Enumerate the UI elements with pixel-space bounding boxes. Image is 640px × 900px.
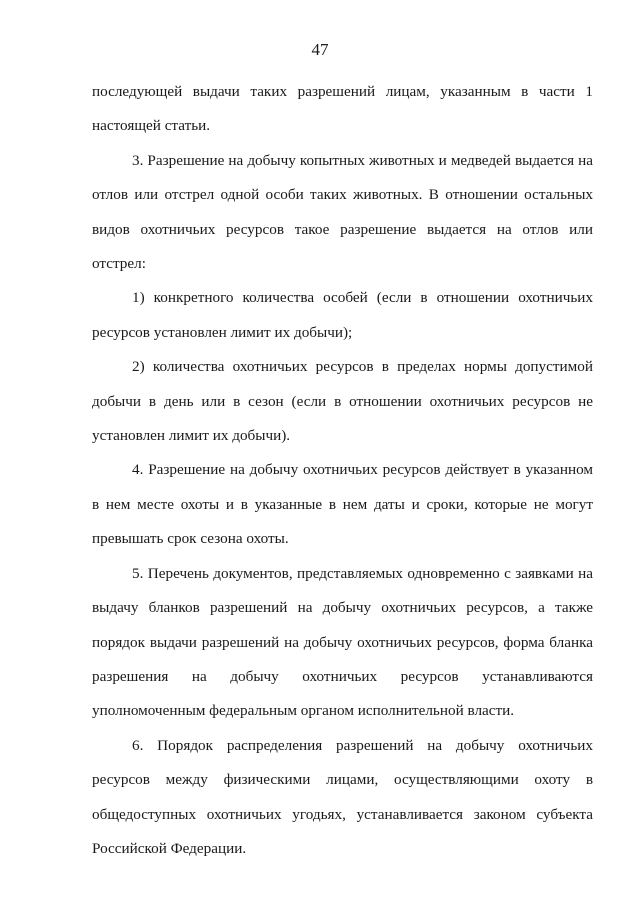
paragraph-item-5: 5. Перечень документов, представляемых одновременно с заявками на выдачу бланков разрешений на добычу охотничьих ресурсов, а также порядок выдачи разрешений на добычу охотничьих ресурсов, форма бланка разрешения на добычу охотничьих ресурсов устанавливаются уполномоченным федеральным органом исполнительной власти. [92, 564, 593, 720]
paragraph-item-4: 4. Разрешение на добычу охотничьих ресурсов действует в указанном в нем месте охоты и в указанные в нем даты и сроки, которые не могут превышать срок сезона охоты. [92, 461, 593, 548]
page-number: 47 [311, 40, 329, 59]
paragraph-subitem-1: 1) конкретного количества особей (если в отношении охотничьих ресурсов установлен лимит их добычи); [92, 289, 593, 341]
paragraph-continuation: последующей выдачи таких разрешений лицам, указанным в части 1 настоящей статьи. [92, 83, 593, 135]
paragraph-item-3: 3. Разрешение на добычу копытных животных и медведей выдается на отлов или отстрел одной особи таких животных. В отношении остальных видов охотничьих ресурсов такое разрешение выдается на отлов или отстрел: [92, 151, 593, 273]
paragraph-subitem-2: 2) количества охотничьих ресурсов в пределах нормы допустимой добычи в день или в сезон (если в отношении охотничьих ресурсов не установлен лимит их добычи). [92, 358, 593, 445]
document-body [92, 75, 593, 866]
paragraph-item-6: 6. Порядок распределения разрешений на добычу охотничьих ресурсов между физическими лицами, осуществляющими охоту в общедоступных охотничьих угодьях, устанавливается законом субъекта Российской Федерации. [92, 736, 593, 857]
